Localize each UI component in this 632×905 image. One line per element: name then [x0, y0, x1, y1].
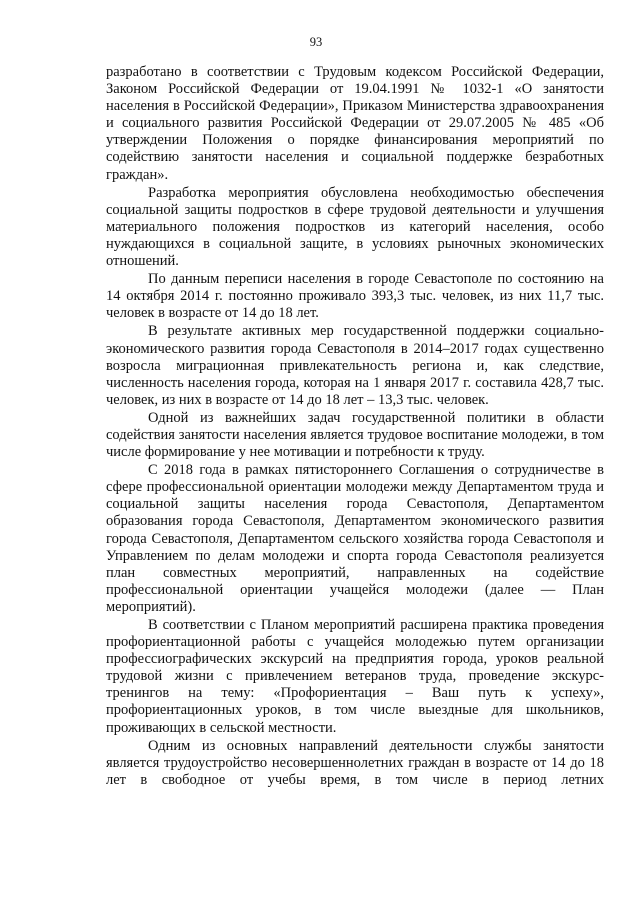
paragraph-rationale: Разработка мероприятия обусловлена необходимостью обеспечения социальной защиты подростков в сфере трудовой деятельности и улучшения материального положения подростков из категорий населения, особо нуждающихся в социальной защите, в условиях рыночных экономических отношений.: [106, 184, 604, 270]
document-body: [106, 64, 604, 789]
paragraph-legal-basis: разработано в соответствии с Трудовым кодексом Российской Федерации, Законом Российской Федерации от 19.04.1991 № 1032-1 «О занятости населения в Российской Федерации», Приказом Министерства здравоохранения и социального развития Российской Федерации от 29.07.2005 № 485 «Об утверждении Положения о порядке финансирования мероприятий по содействию занятости населения и социальной поддержке безработных граждан».: [106, 64, 604, 183]
paragraph-census-2014: По данным переписи населения в городе Севастополе по состоянию на 14 октября 2014 г. постоянно проживало 393,3 тыс. человек, из них 11,7 тыс. человек в возрасте от 14 до 18 лет.: [106, 271, 604, 322]
page-number: 93: [309, 35, 323, 49]
paragraph-employment-service: Одним из основных направлений деятельности службы занятости является трудоустройство несовершеннолетних граждан в возрасте от 14 до 18 лет в свободное от учебы время, в том числе в период летних: [106, 737, 604, 788]
paragraph-career-guidance: В соответствии с Планом мероприятий расширена практика проведения профориентационной работы с учащейся молодежью путем организации профессиографических экскурсий на предприятия города, уроков реальной трудовой жизни с привлечением ветеранов труда, проведение экскурс-тренингов на тему: «Профориентация – Ваш путь к успеху», профориентационных уроков, в том числе выездные для школьников, проживающих в сельской местности.: [106, 617, 604, 736]
paragraph-population-2017: В результате активных мер государственной поддержки социально-экономического развития города Севастополя в 2014–2017 годах существенно возросла миграционная привлекательность региона и, как следствие, численность населения города, которая на 1 января 2017 г. составила 428,7 тыс. человек, из них в возрасте от 14 до 18 лет – 13,3 тыс. человек.: [106, 323, 604, 408]
paragraph-state-policy: Одной из важнейших задач государственной политики в области содействия занятости населения является трудовое воспитание молодежи, в том числе формирование у нее мотивации и потребности к труду.: [106, 409, 604, 461]
paragraph-agreement-2018: С 2018 года в рамках пятистороннего Соглашения о сотрудничестве в сфере профессиональной ориентации молодежи между Департаментом труда и социальной защиты населения города Севастополя, Департаментом образования города Севастополя, Департаментом экономического развития города Севастополя, Департаментом сельского хозяйства города Севастополя и Управлением по делам молодежи и спорта города Севастополя реализуется план совместных мероприятий, направленных на содействие профессиональной ориентации учащейся молодежи (далее — План мероприятий).: [106, 462, 604, 615]
